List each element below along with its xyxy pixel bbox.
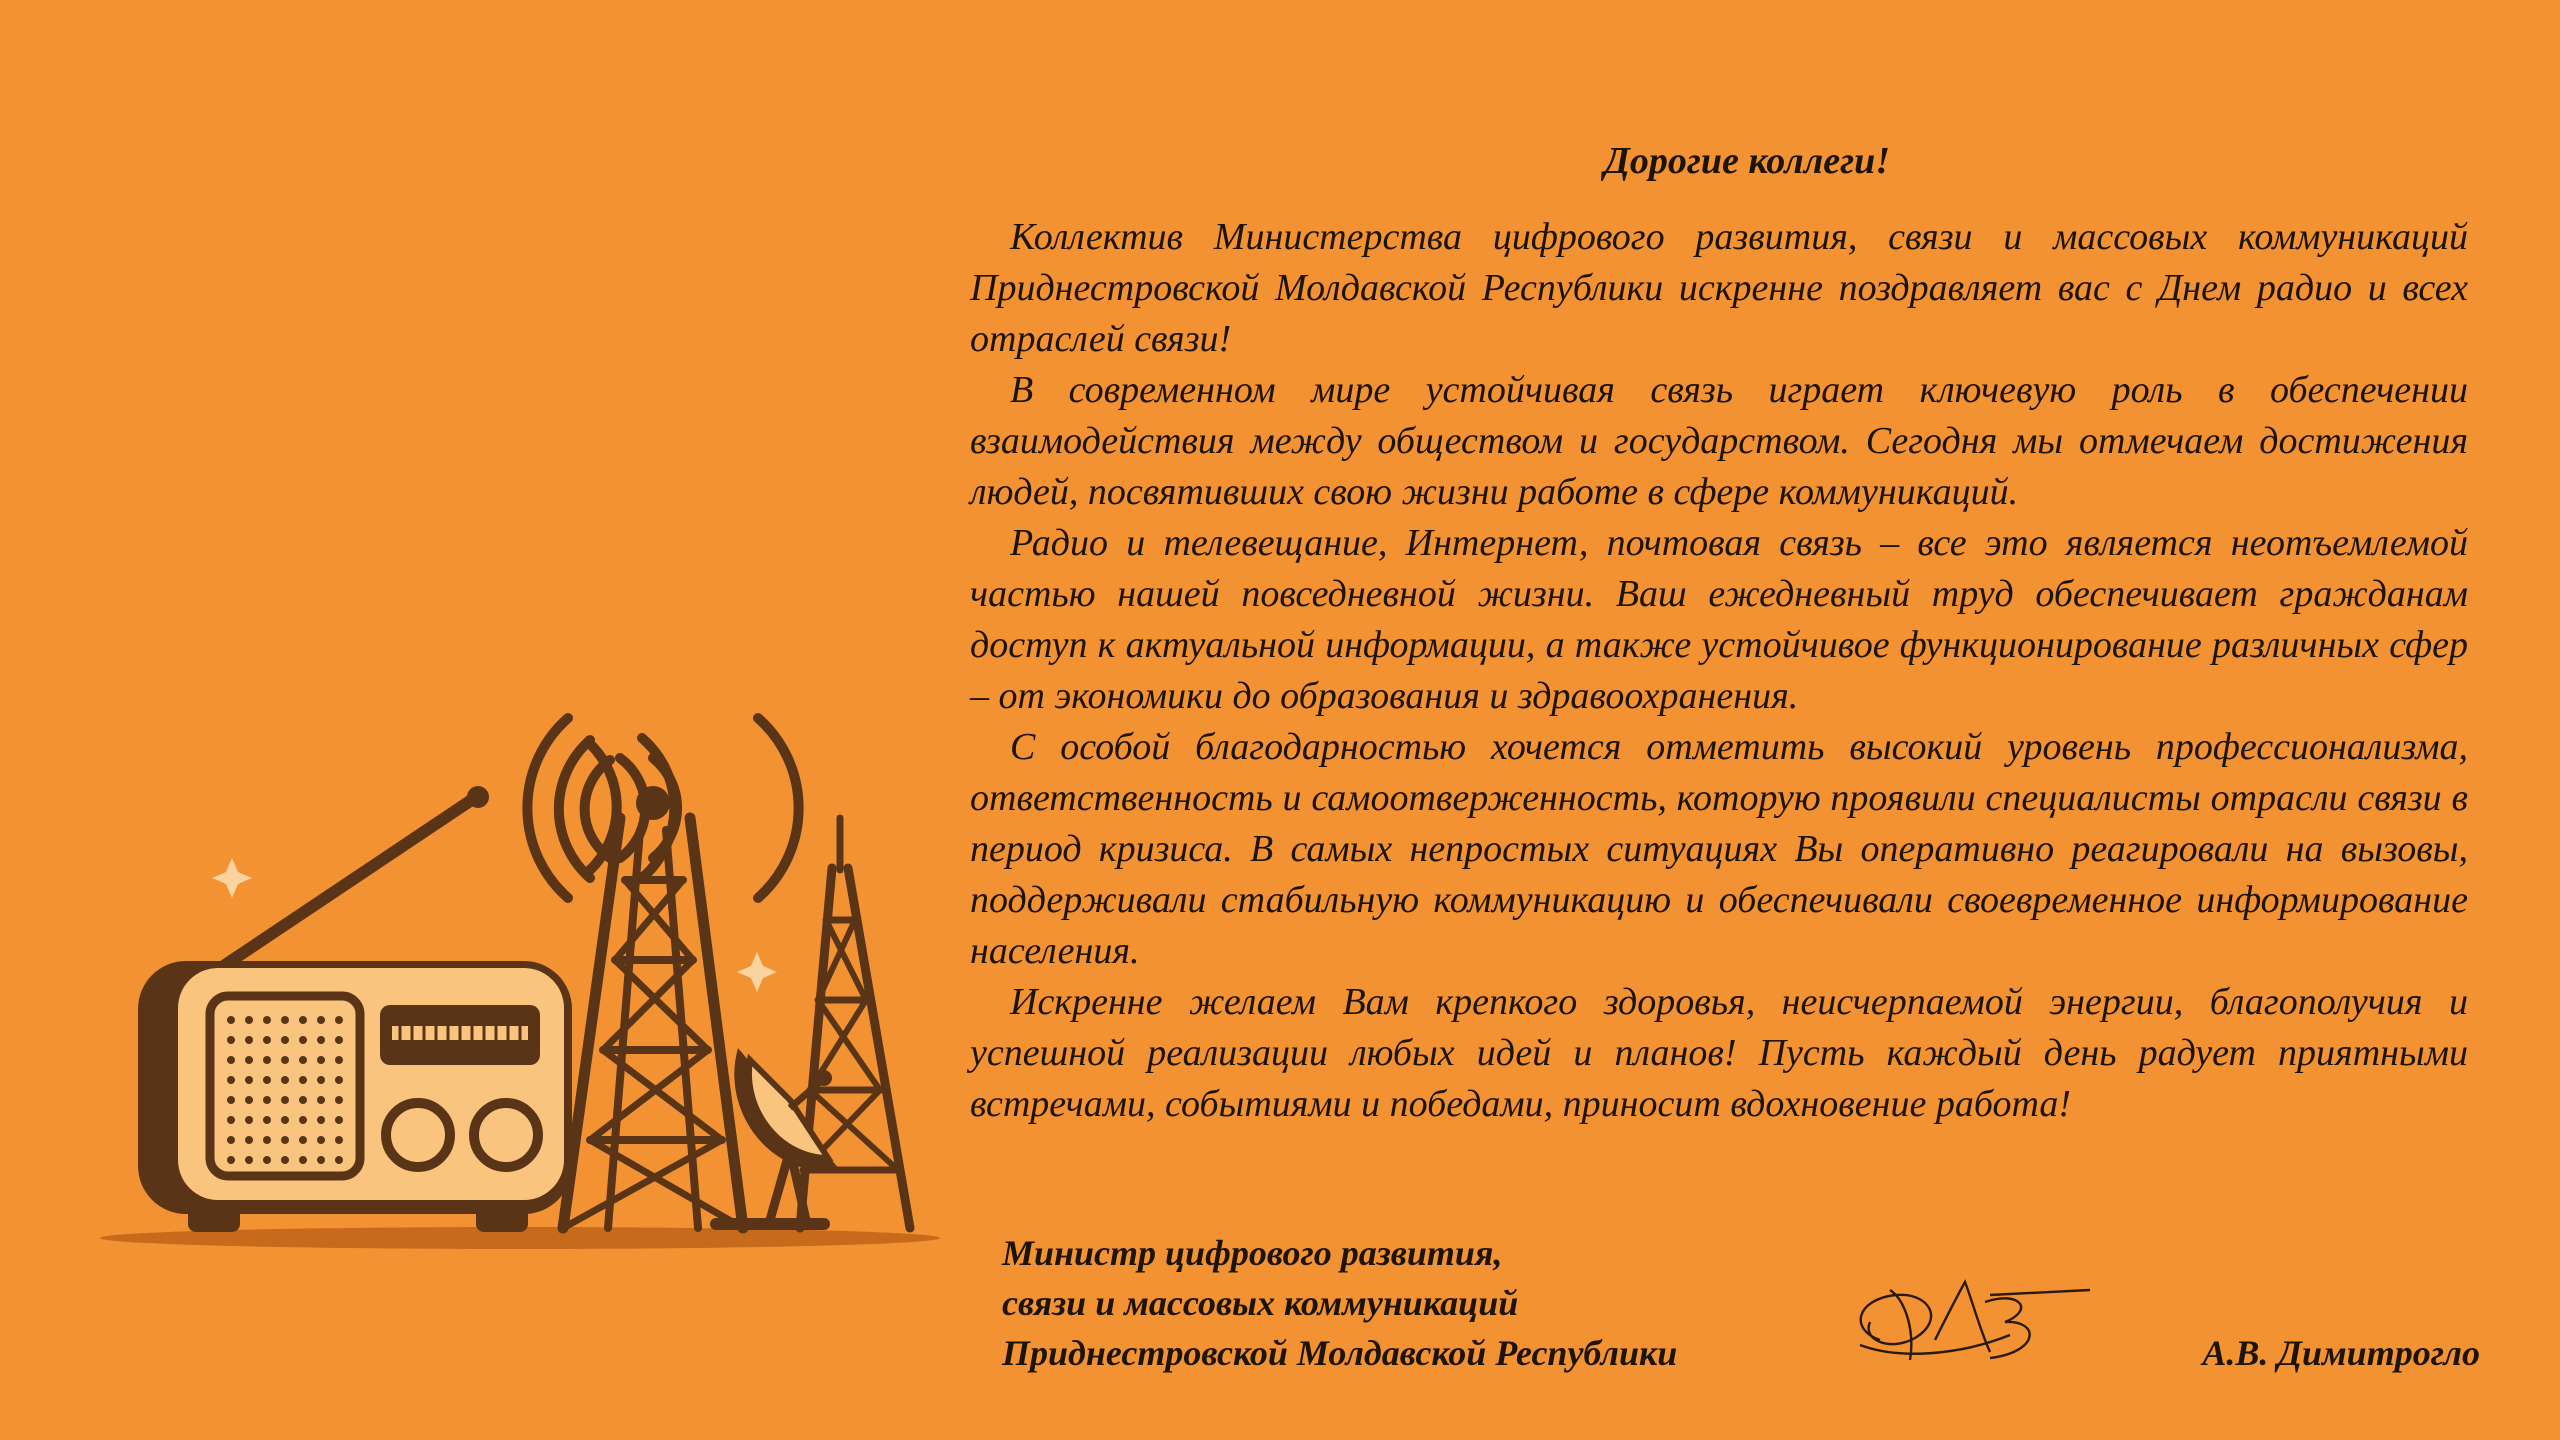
signer-name: А.В. Димитрогло (2202, 1333, 2480, 1373)
radio-antenna (225, 797, 476, 965)
radio-icon (138, 786, 572, 1232)
position-line: Приднестровской Молдавской Республики (1002, 1333, 1678, 1373)
paragraph: В современном мире устойчивая связь играет ключевую роль в обеспечении взаимодействия между обществом и государством. Сегодня мы отмечаем достижения людей, посвятивших свою жизни работе в сфере коммуникаций. (970, 369, 2468, 513)
position-line: Министр цифрового развития, (1002, 1233, 1503, 1273)
paragraph: Радио и телевещание, Интернет, почтовая связь – все это является неотъемлемой частью нашей повседневной жизни. Ваш ежедневный труд обеспечивает гражданам доступ к актуальной информации, а также устойчивое функционирование различных сфер – от экономики до образования и здравоохранения. (970, 522, 2468, 717)
volume-knob (386, 1103, 450, 1167)
signer-position (1002, 1228, 1762, 1378)
greeting: Дорогие коллеги! (1603, 140, 1891, 182)
signature-icon (1860, 1282, 2090, 1360)
paragraph: Коллектив Министерства цифрового развития, связи и массовых коммуникаций Приднестровской Молдавской Республики искренне поздравляет вас с Днем радио и всех отраслей связи! (970, 216, 2468, 360)
letter-body (970, 136, 2468, 1130)
paragraph: С особой благодарностью хочется отметить высокий уровень профессионализма, ответственность и самоотверженность, которую проявили специалисты отрасли связи в период кризиса. В самых непростых ситуациях Вы оперативно реагировали на вызовы, поддерживали стабильную коммуникацию и обеспечивали своевременное информирование населения. (970, 726, 2468, 972)
tuning-knob (474, 1103, 538, 1167)
paragraph: Искренне желаем Вам крепкого здоровья, неисчерпаемой энергии, благополучия и успешной реализации любых идей и планов! Пусть каждый день радует приятными встречами, событиями и победами, приносит вдохновение работа! (970, 981, 2468, 1125)
position-line: связи и массовых коммуникаций (1002, 1283, 1519, 1323)
